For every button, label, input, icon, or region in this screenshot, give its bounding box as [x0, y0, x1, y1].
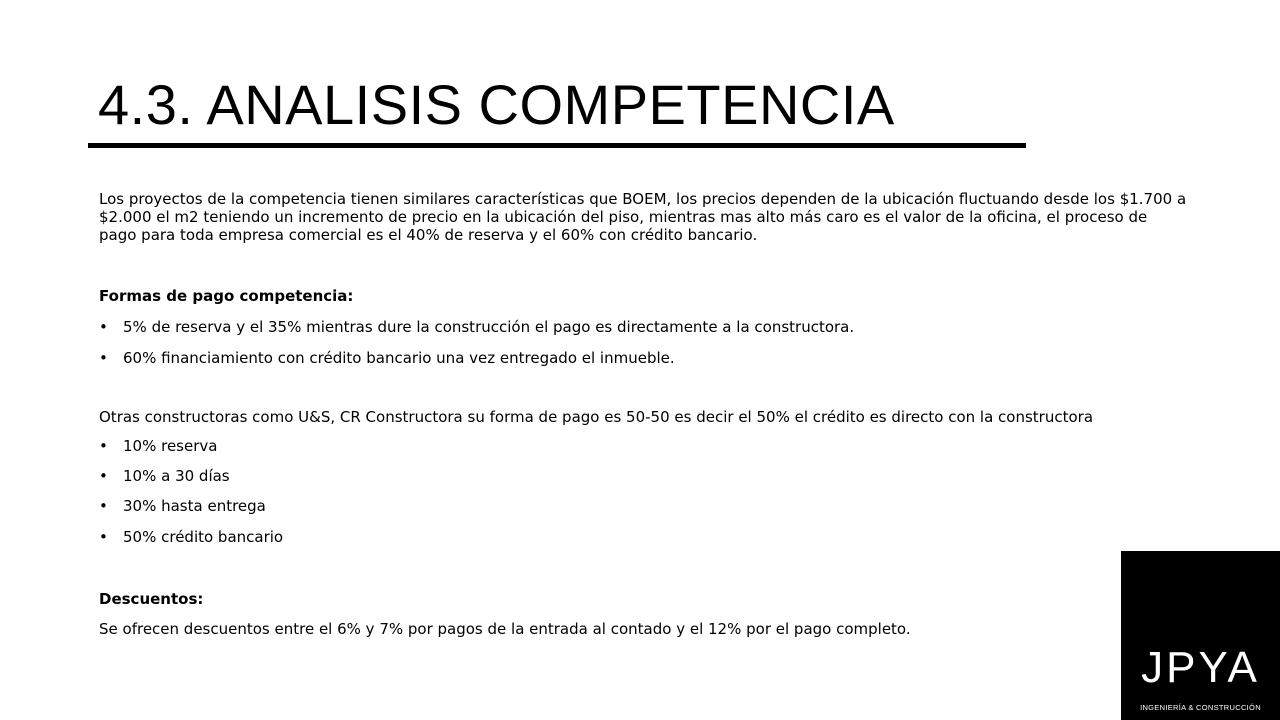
- others-paragraph: Otras constructoras como U&S, CR Constructora su forma de pago es 50-50 es decir el 50% el crédito es directo con la constructora: [99, 408, 1094, 426]
- others-item-text: 10% reserva: [123, 437, 218, 455]
- discount-paragraph: Se ofrecen descuentos entre el 6% y 7% por pagos de la entrada al contado y el 12% por el pago completo.: [99, 620, 911, 638]
- bullet-icon: •: [99, 497, 108, 515]
- payment-item-text: 60% financiamiento con crédito bancario una vez entregado el inmueble.: [123, 349, 675, 367]
- others-item-text: 30% hasta entrega: [123, 497, 266, 515]
- bullet-icon: •: [99, 467, 108, 485]
- others-item-text: 10% a 30 días: [123, 467, 230, 485]
- others-item-text: 50% crédito bancario: [123, 528, 284, 546]
- slide-title: 4.3. ANALISIS COMPETENCIA: [98, 73, 895, 136]
- bullet-icon: •: [99, 528, 108, 546]
- discount-heading: Descuentos:: [99, 590, 204, 608]
- title-underline: [88, 143, 1026, 148]
- logo-mark: JPYA: [1141, 643, 1260, 692]
- bullet-icon: •: [99, 437, 108, 455]
- intro-paragraph: Los proyectos de la competencia tienen similares características que BOEM, los precios dependen de la ubicación fluctuando desde los $1.700 a $2.000 el m2 teniendo un incremento de precio en la ubicación del piso, mientras mas alto más caro es el valor de la oficina, el proceso de pago para toda empresa comercial es el 40% de reserva y el 60% con crédito bancario.: [99, 190, 1187, 244]
- bullet-icon: •: [99, 318, 108, 336]
- payment-heading: Formas de pago competencia:: [99, 287, 354, 305]
- logo-tagline: INGENIERÍA & CONSTRUCCIÓN: [1140, 703, 1261, 712]
- company-logo: [1121, 551, 1280, 720]
- payment-item-text: 5% de reserva y el 35% mientras dure la construcción el pago es directamente a la constructora.: [123, 318, 855, 336]
- bullet-icon: •: [99, 349, 108, 367]
